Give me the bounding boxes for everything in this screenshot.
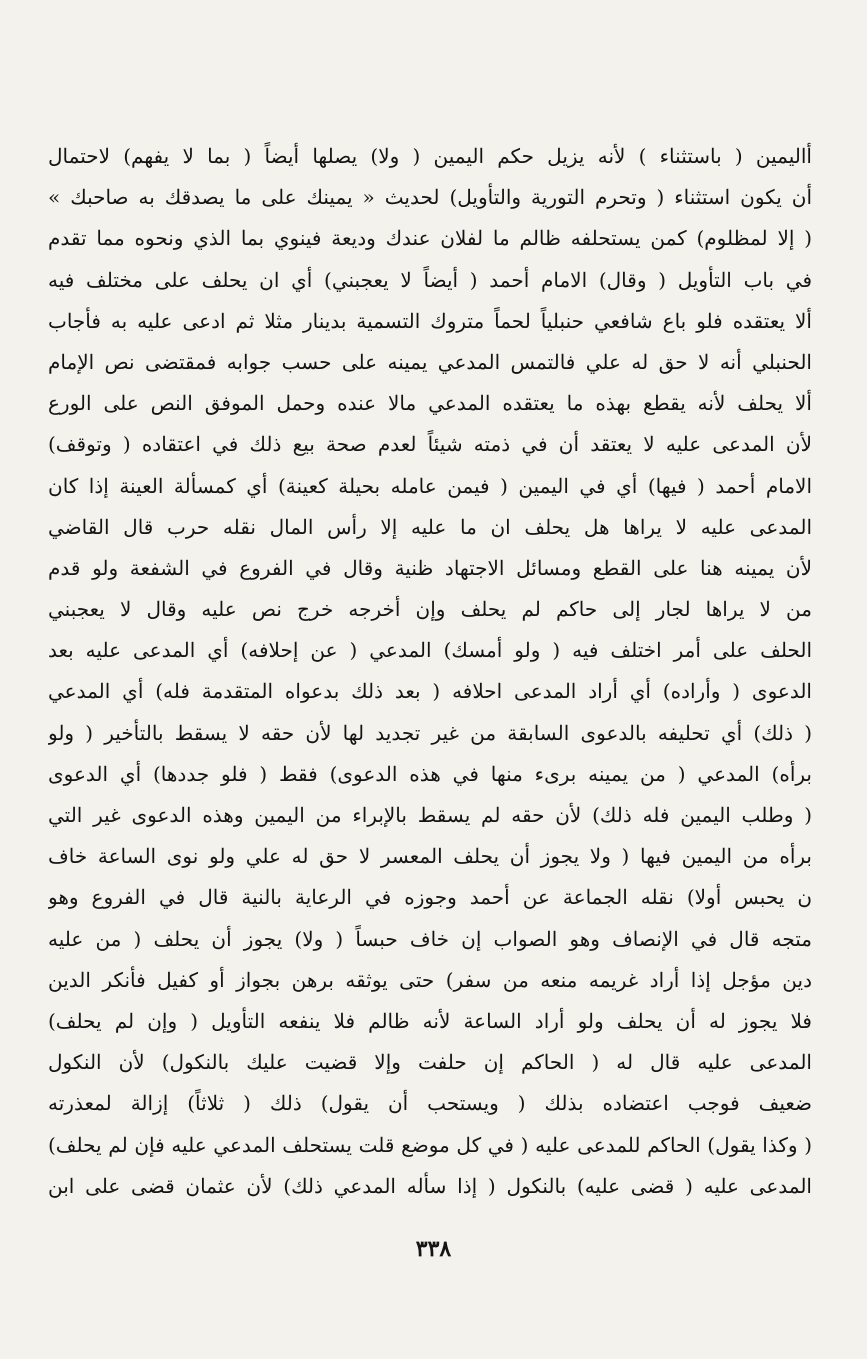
text-line: لأن يمينه هنا على القطع ومسائل الاجتهاد ظنية وقال في الفروع في الشفعة ولو قدم (48, 555, 812, 580)
text-line: المدعى عليه قال له ( الحاكم إن حلفت وإلا قضيت عليك بالنكول) لأن النكول (48, 1050, 812, 1075)
text-line: أاليمين ( باستثناء ) لأنه يزيل حكم اليمين ( ولا) يصلها أيضاً ( بما لا يفهم) لاحتمال (48, 144, 812, 168)
text-line: المدعى عليه ( قضى عليه) بالنكول ( إذا سأله المدعي ذلك) لأن عثمان قضى على ابن (48, 1173, 812, 1198)
text-line: الحنبلي أنه لا حق له علي فالتمس المدعي يمينه على حسب جوابه فمقتضى نص الإمام (48, 349, 812, 374)
text-line: الامام أحمد ( فيها) أي في اليمين ( فيمن عامله بحيلة كعينة) أي كمسألة العينة إذا كان (48, 473, 812, 498)
text-line: ضعيف فوجب اعتضاده بذلك ( ويستحب أن يقول) ذلك ( ثلاثاً) إزالة لمعذرته (48, 1091, 812, 1116)
text-line: برأه) المدعي ( من يمينه برىء منها في هذه الدعوى) فقط ( فلو جددها) أي الدعوى (48, 761, 812, 786)
text-line: ألا يحلف لأنه يقطع بهذه ما يعتقده المدعي مالا عنده وحمل الموفق النص على الورع (48, 391, 812, 416)
text-line: ( وطلب اليمين فله ذلك) لأن حقه لم يسقط بالإبراء من اليمين وهذه الدعوى غير التي (48, 803, 812, 827)
body-text (48, 136, 812, 1207)
text-line: المدعى عليه لا يراها هل يحلف ان ما عليه إلا رأس المال نقله حرب قال القاضي (48, 514, 812, 539)
text-line: ن يحبس أولا) نقله الجماعة عن أحمد وجوزه في الرعاية بالنية قال في الفروع وهو (48, 885, 812, 910)
text-line: من لا يراها لجار إلى حاكم لم يحلف وإن أخرجه خرج نص عليه وقال لا يعجبني (48, 597, 812, 622)
text-line: في باب التأويل ( وقال) الامام أحمد ( أيضاً لا يعجبني) أي ان يحلف على مختلف فيه (48, 267, 812, 292)
text-line: ألا يعتقده فلو باع شافعي حنبلياً لحماً متروك التسمية بدينار مثلا ثم ادعى عليه به فأجاب (48, 308, 812, 333)
text-line: الحلف على أمر اختلف فيه ( ولو أمسك) المدعي ( عن إحلافه) أي المدعى عليه بعد (48, 638, 812, 663)
text-line: ( إلا لمظلوم) كمن يستحلفه ظالم ما لفلان عندك وديعة فينوي بما الذي ونحوه مما تقدم (48, 226, 812, 251)
text-line: متجه قال في الإنصاف وهو الصواب إن خاف حبساً ( ولا) يجوز أن يحلف ( من عليه (48, 926, 812, 951)
text-line: أن يكون استثناء ( وتحرم التورية والتأويل) لحديث « يمينك على ما يصدقك به صاحبك » (48, 185, 812, 210)
text-line: دين مؤجل إذا أراد غريمه منعه من سفر) حتى يوثقه برهن بجواز أو كفيل فأنكر الدين (48, 967, 812, 992)
page-number: ٣٣٨ (415, 1236, 452, 1262)
text-line: فلا يجوز له أن يحلف ولو أراد الساعة لأنه ظالم فلا ينفعه التأويل ( وإن لم يحلف) (48, 1008, 812, 1033)
text-line: برأه من اليمين فيها ( ولا يجوز أن يحلف المعسر لا حق له علي ولو نوى الساعة خاف (48, 844, 812, 869)
text-line: ( وكذا يقول) الحاكم للمدعى عليه ( في كل موضع قلت يستحلف المدعي عليه فإن لم يحلف) (48, 1132, 812, 1157)
text-line: الدعوى ( وأراده) أي أراد المدعى احلافه ( بعد ذلك بدعواه المتقدمة فله) أي المدعي (48, 679, 812, 704)
text-line: ( ذلك) أي تحليفه بالدعوى السابقة من غير تجديد لها لأن حقه لا يسقط بالتأخير ( ولو (48, 720, 812, 745)
text-line: لأن المدعى عليه لا يعتقد أن في ذمته شيئاً لعدم صحة بيع ذلك في اعتقاده ( وتوقف) (48, 432, 812, 457)
